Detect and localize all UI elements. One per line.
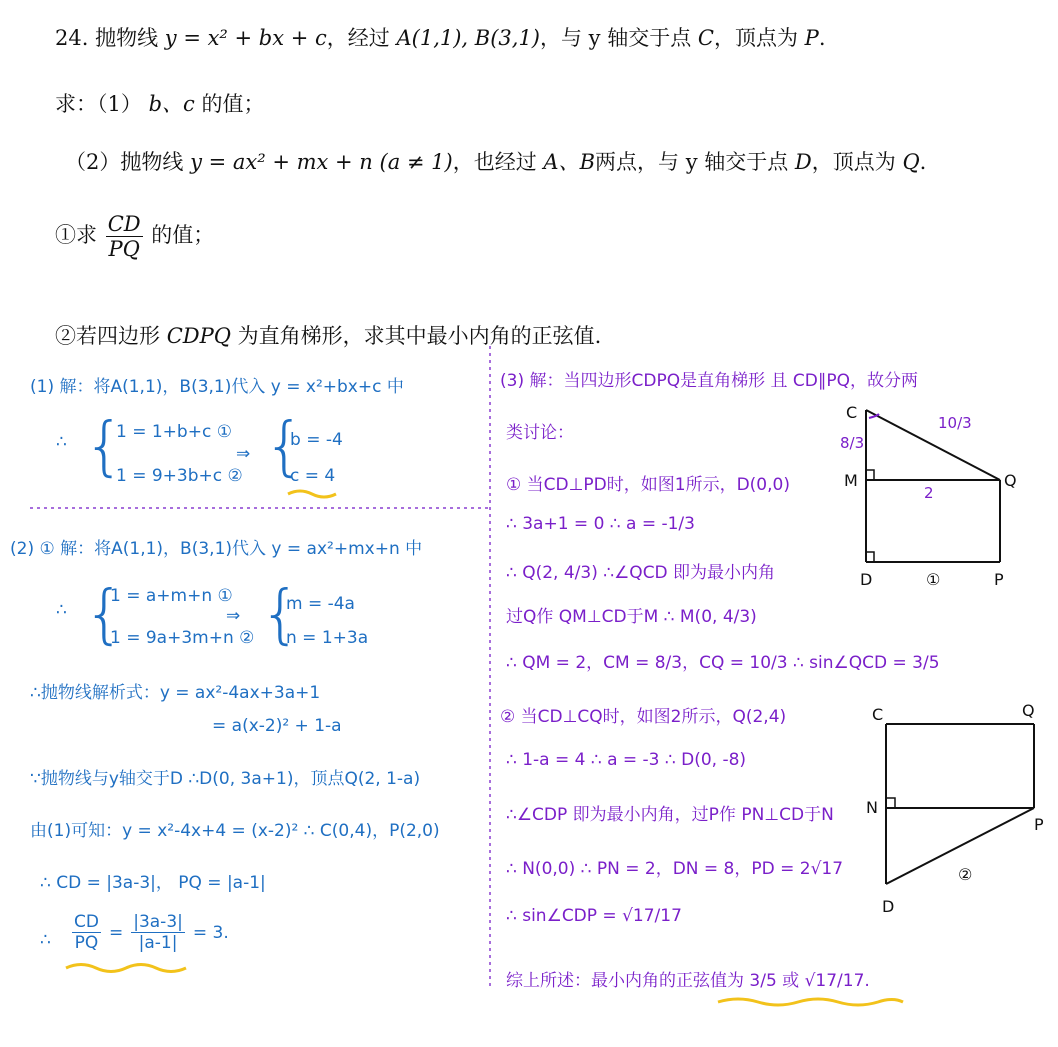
solution-line: ∴ sin∠CDP = √17/17 — [506, 906, 682, 926]
equation: y = ax² + mx + n (a ≠ 1) — [190, 150, 453, 174]
fraction-denominator: |a-1| — [138, 933, 178, 953]
solution-part1-line1: (1) 解：将A(1,1)，B(3,1)代入 y = x²+bx+c 中 — [30, 377, 404, 397]
solution-line: ∴ QM = 2，CM = 8/3，CQ = 10/3 ∴ sin∠QCD = 3/5 — [506, 653, 940, 673]
label-d: D — [882, 897, 895, 916]
brace-icon: { — [260, 578, 301, 652]
solution-part2-line1: (2) ① 解：将A(1,1)，B(3,1)代入 y = ax²+mx+n 中 — [10, 539, 423, 559]
question-text: 为直角梯形，求其中最小内角的正弦值. — [237, 324, 602, 348]
question-text: ①求 — [55, 223, 97, 247]
therefore-symbol: ∴ — [56, 432, 67, 452]
figure-tag: ① — [926, 570, 941, 589]
quadrilateral-name: CDPQ — [166, 324, 231, 348]
label-q: Q — [1022, 701, 1035, 720]
highlight-underline — [718, 999, 903, 1005]
length-mq: 2 — [924, 484, 934, 502]
label-p: P — [1034, 815, 1044, 834]
therefore-symbol: ∴ — [40, 930, 51, 950]
point-label: Q — [902, 150, 920, 174]
solution-line: (3) 解：当四边形CDPQ是直角梯形 且 CD∥PQ，故分两 — [500, 371, 918, 391]
solution-line: = a(x-2)² + 1-a — [212, 716, 342, 736]
point-label: C — [697, 26, 714, 50]
problem-text: ，经过 — [326, 26, 390, 50]
question-text: 的值； — [201, 92, 265, 116]
points: A(1,1), B(3,1) — [396, 26, 540, 50]
variables: b、c — [148, 92, 195, 116]
problem-text: . — [818, 26, 826, 50]
question-text: ，也经过 — [452, 150, 537, 174]
figure-1 — [840, 403, 1017, 589]
right-angle-mark — [886, 798, 895, 808]
solution-line: ∴∠CDP 即为最小内角，过P作 PN⊥CD于N — [506, 805, 834, 825]
solution-line: ① 当CD⊥PD时，如图1所示，D(0,0) — [506, 475, 790, 495]
figure-2 — [866, 701, 1044, 916]
equals-sign: = — [108, 922, 124, 943]
solution-line: 由(1)可知：y = x²-4x+4 = (x-2)² ∴ C(0,4)，P(2,0) — [30, 821, 440, 841]
point-label: P — [804, 26, 819, 50]
equation-line: 1 = a+m+n ① — [110, 586, 233, 606]
fraction-numerator: |3a-3| — [133, 912, 183, 932]
brace-icon: { — [264, 410, 305, 484]
final-ratio — [70, 912, 229, 953]
result-m: m = -4a — [286, 594, 355, 614]
solution-line: ∴ N(0,0) ∴ PN = 2，DN = 8，PD = 2√17 — [506, 859, 844, 879]
equation-line: 1 = 9a+3m+n ② — [110, 628, 255, 648]
highlight-underline — [288, 491, 336, 497]
equation-line: 1 = 1+b+c ① — [116, 422, 232, 442]
fraction-numerator: CD — [107, 212, 141, 236]
question-text: . — [919, 150, 927, 174]
solution-line: ∴ Q(2, 4/3) ∴∠QCD 即为最小内角 — [506, 563, 776, 583]
question-text: ，顶点为 — [811, 150, 896, 174]
fraction-denominator: PQ — [74, 933, 99, 953]
implies-arrow: ⇒ — [236, 444, 251, 464]
points: A、B — [543, 150, 596, 174]
solution-line: ∴ 1-a = 4 ∴ a = -3 ∴ D(0, -8) — [506, 750, 747, 770]
problem-text: 抛物线 — [95, 26, 159, 50]
label-p: P — [994, 570, 1004, 589]
segment-cq — [866, 410, 1000, 480]
fraction — [72, 912, 101, 953]
brace-icon: { — [84, 578, 125, 652]
label-c: C — [872, 705, 884, 724]
fraction-denominator: PQ — [108, 237, 140, 261]
equation-line: 1 = 9+3b+c ② — [116, 466, 243, 486]
question-text: （2）抛物线 — [65, 150, 184, 174]
equation: y = x² + bx + c — [164, 26, 327, 50]
solution-line: 过Q作 QM⊥CD于M ∴ M(0, 4/3) — [506, 607, 757, 627]
brace-icon: { — [84, 410, 125, 484]
right-angle-mark — [866, 470, 874, 480]
right-angle-mark — [866, 552, 874, 562]
label-n: N — [866, 798, 878, 817]
result-c: c = 4 — [290, 466, 336, 486]
figure-tag: ② — [958, 865, 973, 884]
solution-line: ∴抛物线解析式：y = ax²-4ax+3a+1 — [30, 683, 321, 703]
label-m: M — [844, 471, 858, 490]
fraction — [131, 912, 185, 953]
solution-line: 类讨论： — [506, 423, 574, 443]
question-text: 两点，与 y 轴交于点 — [595, 150, 789, 174]
problem-text: ，顶点为 — [713, 26, 798, 50]
question-text: ②若四边形 — [55, 324, 160, 348]
fraction-numerator: CD — [74, 912, 99, 932]
solution-line: ② 当CD⊥CQ时，如图2所示，Q(2,4) — [500, 707, 787, 727]
label-d: D — [860, 570, 873, 589]
length-cq: 10/3 — [938, 414, 972, 432]
problem-number: 24. — [55, 26, 89, 50]
solution-line: ∴ 3a+1 = 0 ∴ a = -1/3 — [506, 514, 695, 534]
question-text: 的值； — [151, 223, 215, 247]
implies-arrow: ⇒ — [226, 606, 241, 626]
solution-line: ∴ CD = |3a-3|， PQ = |a-1| — [40, 873, 266, 893]
label-q: Q — [1004, 471, 1017, 490]
conclusion-line: 综上所述：最小内角的正弦值为 3/5 或 √17/17. — [506, 971, 870, 991]
length-cm: 8/3 — [840, 434, 865, 452]
label-c: C — [846, 403, 858, 422]
point-label: D — [794, 150, 812, 174]
result-n: n = 1+3a — [286, 628, 369, 648]
solution-line: ∵抛物线与y轴交于D ∴D(0, 3a+1)，顶点Q(2, 1-a) — [30, 769, 421, 789]
therefore-symbol: ∴ — [56, 600, 67, 620]
problem-text: ，与 y 轴交于点 — [540, 26, 692, 50]
question-text: 求：（1） — [55, 92, 142, 116]
ratio-result: = 3. — [192, 922, 229, 943]
highlight-underline — [66, 965, 186, 972]
result-b: b = -4 — [290, 430, 343, 450]
